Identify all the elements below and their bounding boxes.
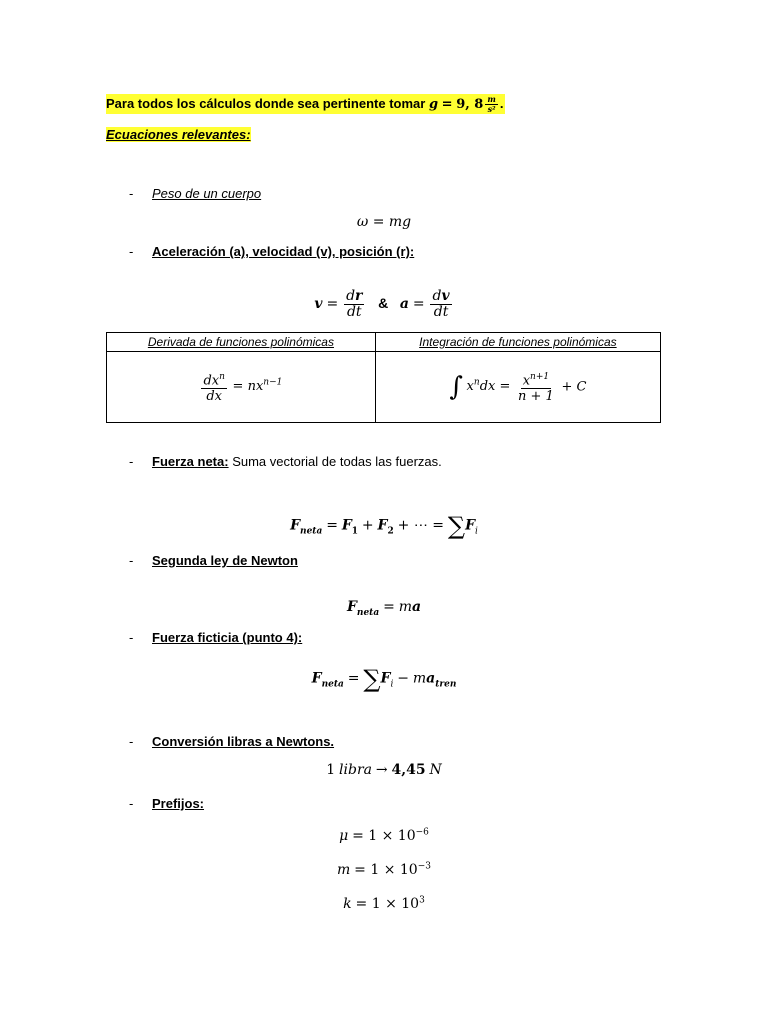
net-force-equation: $F_{neta} = F_1 + F_2$ + ⋯ = $\sum F_i$ xyxy=(290,512,478,540)
intro-note: Para todos los cálculos donde sea pertinente tomar g = 9, 8 $\frac{m}{\text{s²}}$ . xyxy=(106,94,504,115)
fictitious-equation: $F_{neta} = \sum F_i - ma_{tren}$ xyxy=(311,665,457,693)
net-force-line xyxy=(152,454,442,469)
derivative-formula: $\frac{dx^n}{dx}$ = $nx^{n-1}$ xyxy=(107,352,376,423)
conversion-equation: 1 libra → 4,45 N xyxy=(326,762,442,778)
bullet: - xyxy=(129,454,134,469)
bullet: - xyxy=(129,553,134,568)
bullet: - xyxy=(129,244,134,259)
relevant-equations-title: Ecuaciones relevantes: xyxy=(106,127,251,142)
integral-formula: ∫ $x^ndx$ = $\frac{x^{n+1}}{n + 1}$ + C xyxy=(375,352,660,423)
prefix-micro: $\mu = 1 \times 10^{-6}$ xyxy=(339,827,429,844)
bullet: - xyxy=(129,186,134,201)
bullet: - xyxy=(129,796,134,811)
prefix-kilo: $k = 1 \times 10^3$ xyxy=(343,895,425,912)
kinematics-equation: v = $\frac{dr}{dt}$ & a = $\frac{dv}{dt}$ xyxy=(314,288,450,320)
g-value: 9, 8 xyxy=(456,97,484,112)
newton2-label: Segunda ley de Newton xyxy=(152,553,298,568)
conversion-label: Conversión libras a Newtons. xyxy=(152,734,335,749)
bullet: - xyxy=(129,630,134,645)
g-symbol: g xyxy=(428,97,439,112)
table-header-derivative: Derivada de funciones polinómicas xyxy=(107,333,376,352)
equals-sign: = xyxy=(441,97,453,112)
intro-text: Para todos los cálculos donde sea pertinente tomar xyxy=(106,96,426,111)
table-header-integral: Integración de funciones polinómicas xyxy=(375,333,660,352)
newton2-equation: $F_{neta}$ = ma xyxy=(346,599,422,618)
weight-equation: ω = mg xyxy=(356,214,412,230)
g-unit: $\frac{m}{\text{s²}}$ xyxy=(487,94,496,115)
polynomial-table xyxy=(106,332,661,423)
bullet: - xyxy=(129,734,134,749)
prefixes-label: Prefijos: xyxy=(152,796,205,811)
prefix-milli: $m = 1 \times 10^{-3}$ xyxy=(337,861,431,878)
net-force-label: Fuerza neta: xyxy=(152,454,229,469)
kinematics-label: Aceleración (a), velocidad (v), posición (r): xyxy=(152,244,415,259)
net-force-desc: Suma vectorial de todas las fuerzas. xyxy=(228,454,442,469)
weight-label: Peso de un cuerpo xyxy=(152,186,262,201)
fictitious-label: Fuerza ficticia (punto 4): xyxy=(152,630,303,645)
